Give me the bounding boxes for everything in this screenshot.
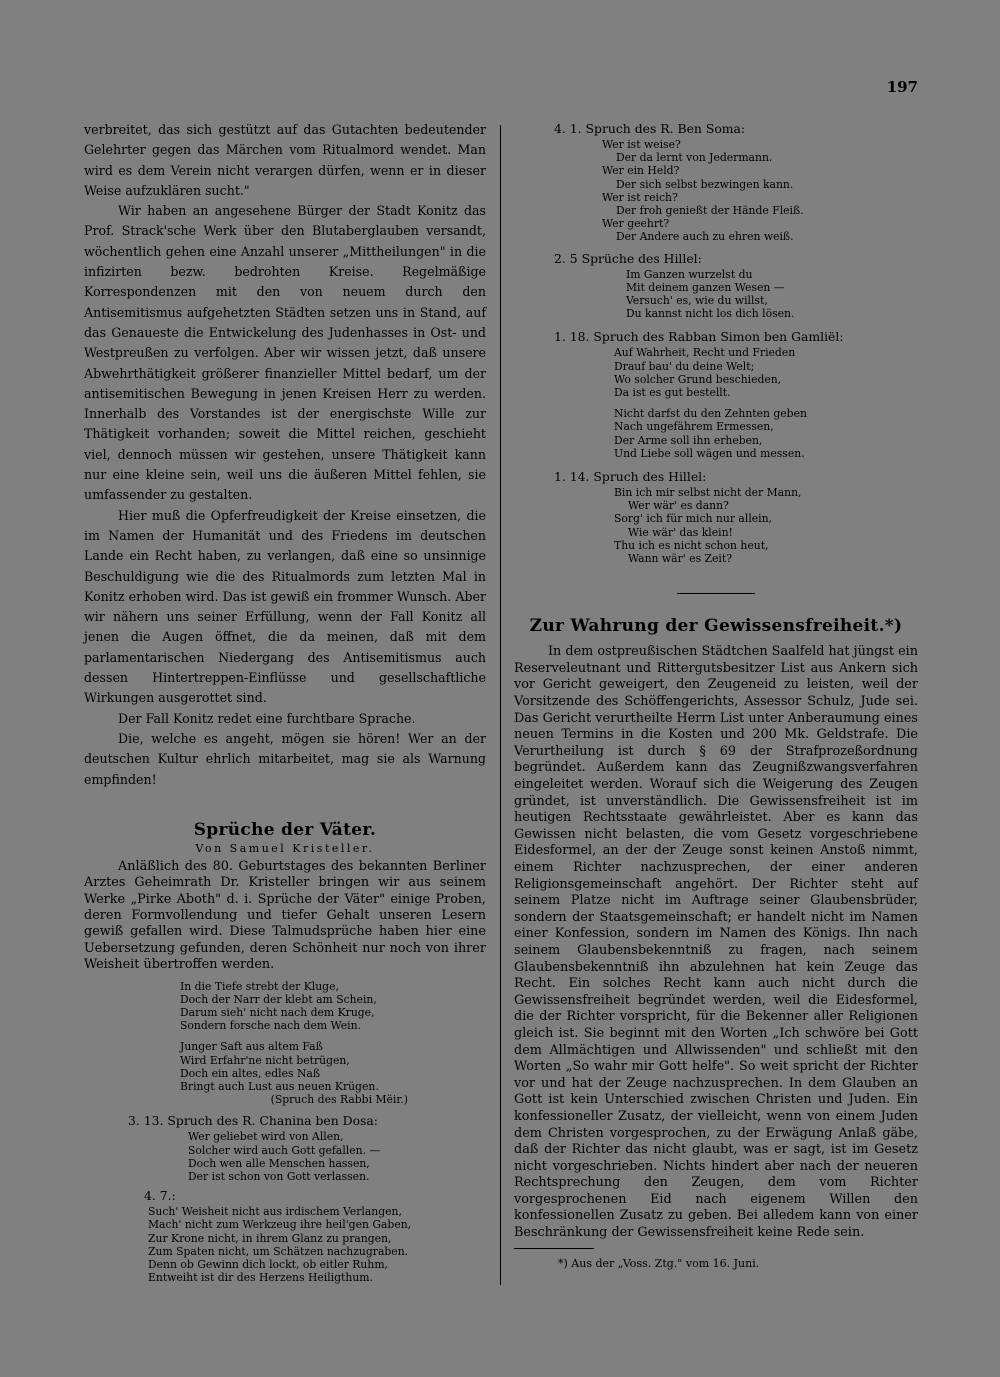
verse-line: Wie wär' das klein! [628, 525, 733, 539]
verse-line: Mach' nicht zum Werkzeug ihre heil'gen Gaben, [148, 1218, 412, 1232]
verse-line: Bringt auch Lust aus neuen Krügen. [180, 1080, 379, 1094]
verse-line: Versuch' es, wie du willst, [626, 294, 768, 308]
saying-heading: 4. 1. Spruch des R. Ben Soma: [554, 121, 746, 136]
paragraph: Hier muß die Opferfreudigkeit der Kreise einsetzen, die im Namen der Humanität und des Friedens im deutschen Lande ein Recht haben, zu verlangen, daß eine so unsinnige Beschuldigung wie die des Ritualmords zum letzten Mal in Konitz erhoben wird. Das ist gewiß ein frommer Wunsch. Aber wir nähern uns seiner Erfüllung, wenn der Fall Konitz all jenen die Augen öffnet, die da meinen, daß mit dem parlamentarischen Niedergang des Antisemitismus auch dessen Hintertreppen-Einflüsse und gesellschaftliche Wirkungen ausgerottet sind. [84, 507, 486, 706]
article-title: Sprüche der Väter. [193, 819, 377, 840]
verse-line: Der froh genießt der Hände Fleiß. [616, 204, 804, 218]
saying-heading: 2. 5 Sprüche des Hillel: [554, 250, 702, 266]
verse-block [188, 1130, 486, 1183]
verse-line: Wann wär' es Zeit? [628, 552, 733, 566]
verse-line: Sondern forsche nach dem Wein. [180, 1019, 361, 1033]
verse-line: Wer ist reich? [602, 190, 678, 204]
verse-block [602, 138, 918, 244]
verse-line: Doch ein altes, edles Naß [180, 1066, 321, 1080]
verse-block [614, 486, 918, 565]
page-number: 197 [886, 78, 918, 96]
verse-line: Wer geehrt? [602, 217, 670, 231]
verse-line: Du kannst nicht los dich lösen. [626, 307, 795, 321]
verse-block [614, 346, 918, 399]
verse-line: Solcher wird auch Gott gefallen. — [188, 1143, 381, 1157]
right-column [514, 120, 918, 1270]
verse-line: Da ist es gut bestellt. [614, 386, 731, 400]
paragraph: Die, welche es angeht, mögen sie hören! Wer an der deutschen Kultur ehrlich mitarbeitet, mag sie als Warnung empfinden! [84, 730, 486, 787]
intro-paragraph: Anläßlich des 80. Geburtstages des bekannten Berliner Arztes Geheimrath Dr. Kristeller bringen wir aus seinem Werke „Pirke Aboth" d. i. Sprüche der Väter" einige Proben, deren Formvollendung und tiefer Gehalt unseren Lesern gewiß gefallen wird. Diese Talmudsprüche haben hier eine Uebersetzung gefunden, deren Schönheit nur noch von ihrer Weisheit übertroffen werden. [84, 858, 486, 973]
paragraph: verbreitet, das sich gestützt auf das Gutachten bedeutender Gelehrter gegen das Märchen vom Ritualmord wendet. Man wird es dem Verein nicht verargen dürfen, wenn er in dieser Weise aufzuklären sucht." [84, 122, 486, 198]
verse-line: Wer geliebet wird von Allen, [188, 1130, 344, 1144]
paragraph: Wir haben an angesehene Bürger der Stadt Konitz das Prof. Strack'sche Werk über den Blutaberglauben versandt, wöchentlich gehen eine Anzahl unserer „Mittheilungen" in die infizirten bezw. bedrohten Kreise. Regelmäßige Korrespondenzen mit den von neuem durch den Antisemitismus aufgehetzten Städten setzen uns in Stand, auf das Genaueste die Entwickelung des Judenhasses in Ost- und Westpreußen zu verfolgen. Aber wir wissen jetzt, daß unsere Abwehrthätigkeit größerer finanzieller Mittel bedarf, um der antisemitischen Bewegung in jenen Kreisen Herr zu werden. Innerhalb des Vorstandes ist der energischste Wille zur Thätigkeit vorhanden; soweit die Mittel reichen, geschieht viel, dennoch müssen wir gestehen, unsere Thätigkeit kann nur eine kleine sein, weil uns die äußeren Mittel fehlen, sie umfassender zu gestalten. [84, 203, 486, 503]
verse-line: Thu ich es nicht schon heut, [614, 538, 769, 552]
verse-line: Entweiht ist dir des Herzens Heiligthum. [148, 1271, 373, 1285]
verse-block [614, 407, 918, 460]
verse-line: Drauf bau' du deine Welt; [614, 359, 755, 373]
footnote-rule [514, 1248, 594, 1249]
verse-line: Doch wen alle Menschen hassen, [188, 1156, 370, 1170]
article-body: In dem ostpreußischen Städtchen Saalfeld hat jüngst ein Reserveleutnant und Rittergutsbesitzer List aus Ankern sich vor Gericht geweigert, den Zeugeneid zu leisten, weil der Vorsitzende des Schöffengerichts, Assessor Schulz, Jude sei. Das Gericht verurtheilte Herrn List unter Anberaumung eines neuen Termins in die Kosten und 200 Mk. Geldstrafe. Die Verurtheilung ist durch § 69 der Strafprozeßordnung begründet. Außerdem kann das Zeugnißzwangsverfahren eingeleitet werden. Worauf sich die Weigerung des Zeugen gründet, ist unverständlich. Die Gewissensfreiheit ist im heutigen Rechtsstaate gewährleistet. Aber es kann das Gewissen nicht belasten, die vom Gesetz vorgeschriebene Eidesformel, an der der Zeuge sonst keinen Anstoß nimmt, einem Richter nachzusprechen, der einer anderen Religionsgemeinschaft angehört. Der Richter steht auf seinem Platze nicht im Auftrage seiner Glaubensbrüder, sondern der Staatsgemeinschaft; er handelt nicht im Namen einer Konfession, sondern im Namen des Königs. Ihn nach seinem Glaubensbekenntniß zu fragen, nach seinem Glaubensbekenntniß ihn abzulehnen hat kein Zeuge das Recht. Ein solches Recht kann auch nicht durch die Gewissensfreiheit begründet werden, weil die Eidesformel, die der Richter vorspricht, für die Bekenner aller Religionen gleich ist. Sie beginnt mit den Worten „Ich schwöre bei Gott dem Allmächtigen und Allwissenden" und schließt mit den Worten „So wahr mir Gott helfe". So weit spricht der Richter vor und hat der Zeuge nachzusprechen. In dem Glauben an Gott ist kein Unterschied zwischen Christen und Juden. Ein konfessioneller Zusatz, der vielleicht, wenn von einem Juden dem Christen vorgesprochen, zu der Erwägung Anlaß gäbe, daß der Richter das nicht glaubt, was er sagt, ist im Gesetz nicht vorgeschrieben. Nichts hindert aber nach der neueren Rechtsprechung den Zeugen, dem vom Richter vorgesprochenen Eid nach eigenem Willen den konfessionellen Zusatz zu geben. Bei alledem kann von einer Beschränkung der Gewissensfreiheit keine Rede sein. [514, 644, 918, 1241]
saying-heading: 3. 13. Spruch des R. Chanina ben Dosa: [128, 1113, 378, 1129]
verse-line: Der sich selbst bezwingen kann. [616, 177, 794, 191]
verse-line: Doch der Narr der klebt am Schein, [180, 992, 377, 1006]
column-divider [500, 125, 501, 1285]
verse-line: Zum Spaten nicht, um Schätzen nachzugraben. [148, 1244, 409, 1258]
verse-block [180, 1040, 486, 1106]
verse-block [180, 980, 486, 1033]
verse-line: Der Arme soll ihn erheben, [614, 433, 763, 447]
verse-line: Mit deinem ganzen Wesen — [626, 280, 785, 294]
verse-line: Der ist schon von Gott verlassen. [188, 1170, 370, 1184]
verse-line: Der da lernt von Jedermann. [616, 151, 773, 165]
saying-heading: 4. 7.: [144, 1188, 176, 1204]
left-column [84, 120, 486, 1285]
verse-line: Such' Weisheit nicht aus irdischem Verlangen, [148, 1205, 402, 1219]
verse-line: Junger Saft aus altem Faß [180, 1040, 323, 1054]
verse-line: Denn ob Gewinn dich lockt, ob eitler Ruhm, [148, 1258, 388, 1272]
article-title: Zur Wahrung der Gewissensfreiheit.*) [529, 616, 903, 637]
verse-line: Wer ein Held? [602, 164, 680, 178]
verse-line: In die Tiefe strebt der Kluge, [180, 979, 339, 993]
byline: Von Samuel Kristeller. [195, 841, 375, 855]
saying-heading: 1. 14. Spruch des Hillel: [554, 469, 707, 485]
verse-line: Wer wär' es dann? [628, 499, 729, 513]
verse-line: Bin ich mir selbst nicht der Mann, [614, 486, 802, 500]
section-divider [677, 593, 755, 594]
verse-line: Nicht darfst du den Zehnten geben [614, 407, 807, 421]
verse-line: Der Andere auch zu ehren weiß. [616, 230, 794, 244]
verse-line: Wer ist weise? [602, 138, 681, 151]
saying-heading: 1. 18. Spruch des Rabban Simon ben Gamliël: [554, 329, 844, 345]
verse-line: Nach ungefährem Ermessen, [614, 420, 774, 434]
footnote: *) Aus der „Voss. Ztg." vom 16. Juni. [558, 1256, 760, 1270]
paragraph: Der Fall Konitz redet eine furchtbare Sprache. [118, 710, 416, 726]
verse-line: Sorg' ich für mich nur allein, [614, 512, 772, 526]
verse-line: Darum sieh' nicht nach dem Kruge, [180, 1006, 375, 1020]
verse-line: Und Liebe soll wägen und messen. [614, 446, 805, 460]
verse-attribution: (Spruch des Rabbi Mëir.) [270, 1093, 408, 1107]
verse-line: Wo solcher Grund beschieden, [614, 372, 782, 386]
verse-line: Wird Erfahr'ne nicht betrügen, [180, 1053, 350, 1067]
verse-block [626, 268, 918, 321]
verse-line: Zur Krone nicht, in ihrem Glanz zu prangen, [148, 1231, 392, 1245]
verse-line: Auf Wahrheit, Recht und Frieden [614, 346, 796, 360]
verse-line: Im Ganzen wurzelst du [626, 267, 753, 281]
verse-block [148, 1205, 486, 1284]
